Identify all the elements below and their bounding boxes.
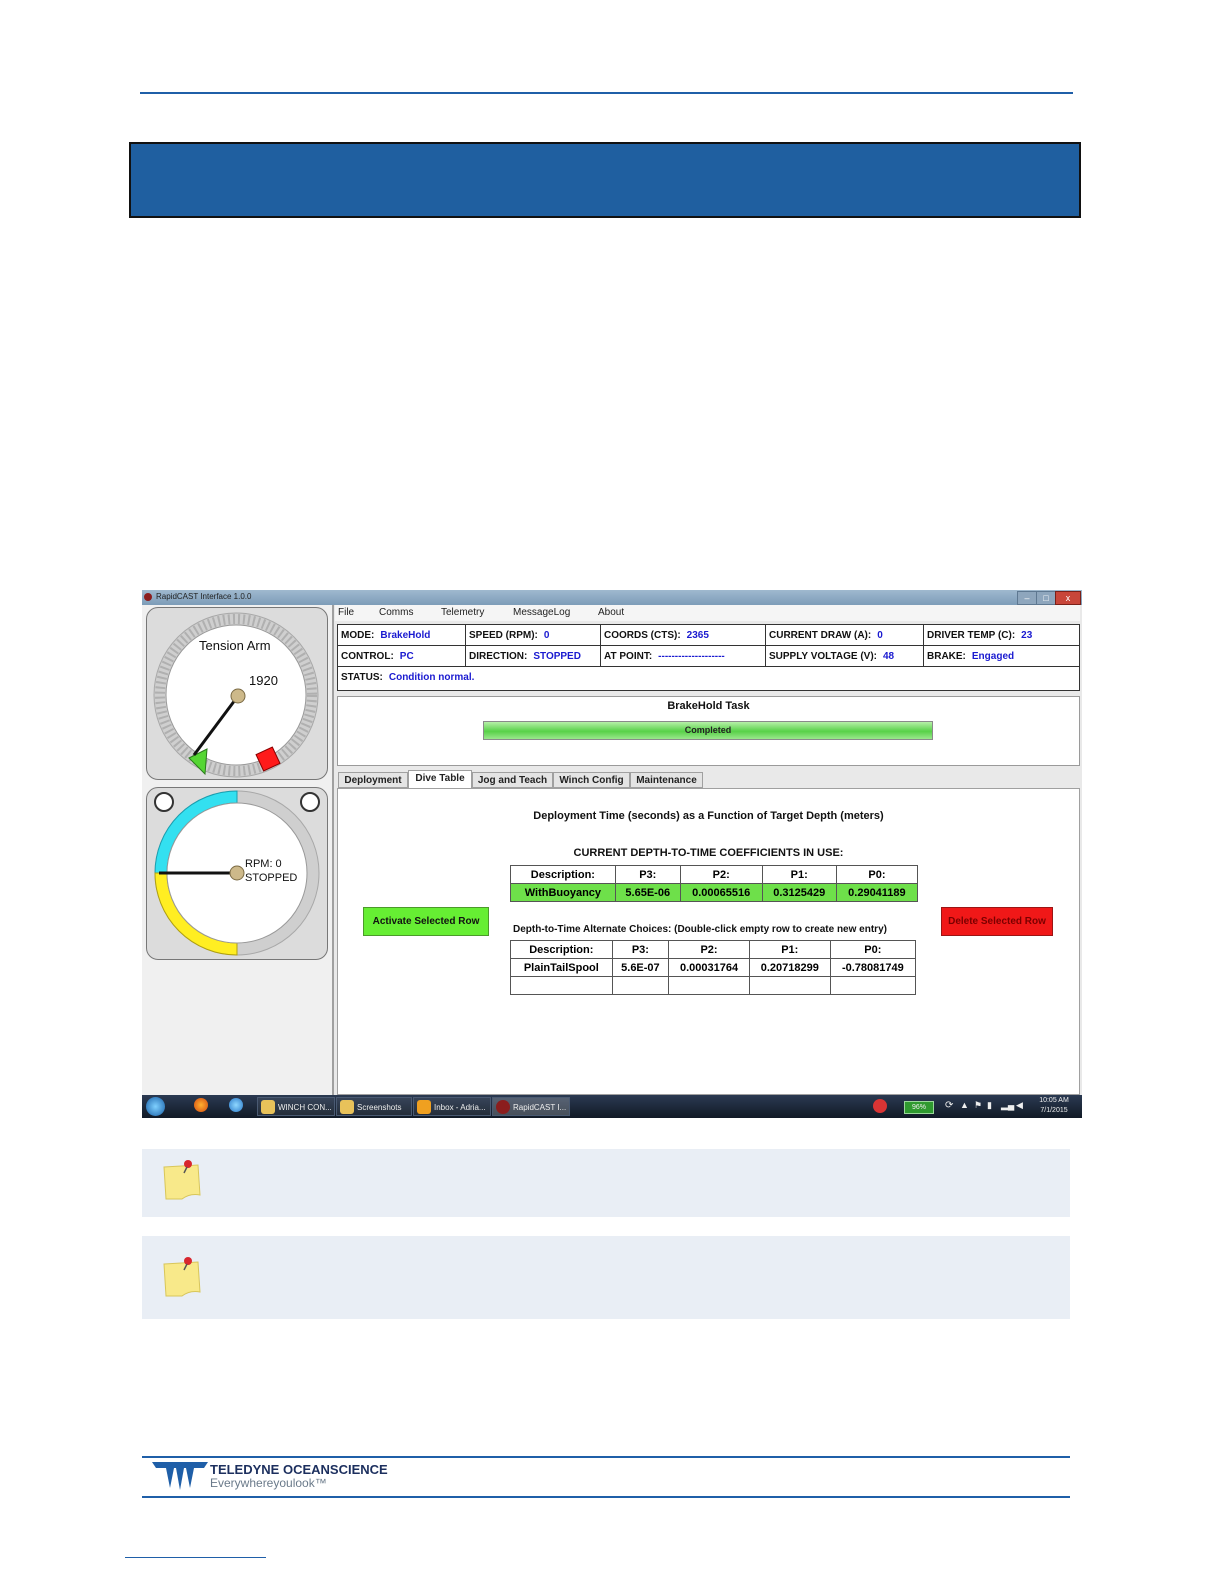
- taskbar-item-label: Screenshots: [357, 1103, 402, 1112]
- table-cell: 5.65E-06: [615, 884, 680, 902]
- current-coefficients-heading: CURRENT DEPTH-TO-TIME COEFFICIENTS IN USE:: [573, 847, 844, 859]
- tension-gauge-title: Tension Arm: [199, 638, 271, 653]
- rapidcast-icon: [496, 1100, 510, 1114]
- table-cell: 0.20718299: [749, 959, 830, 977]
- col-description: Description:: [511, 866, 616, 884]
- at-point-value: --------------------: [658, 651, 725, 662]
- mount-hole-right: [301, 793, 319, 811]
- tension-arm-gauge: [146, 607, 328, 780]
- task-panel: [337, 696, 1080, 766]
- table-cell: [612, 977, 668, 995]
- taskbar-item-rapidcast[interactable]: [492, 1097, 570, 1116]
- alt-table-header: [511, 941, 916, 959]
- col-p1: P1:: [749, 941, 830, 959]
- show-hidden-icons-icon[interactable]: ▲: [960, 1100, 969, 1110]
- tab-maintenance[interactable]: Maintenance: [630, 772, 703, 788]
- coords-cell: [601, 625, 766, 646]
- sticky-note-icon: [160, 1159, 202, 1201]
- current-coefficients-table: [510, 865, 918, 902]
- status-label: STATUS:: [341, 672, 383, 683]
- menu-file[interactable]: File: [338, 607, 355, 618]
- start-button[interactable]: [146, 1097, 165, 1116]
- col-p0: P0:: [836, 866, 917, 884]
- minimize-button[interactable]: –: [1017, 591, 1037, 605]
- current-cell: [766, 625, 924, 646]
- taskbar-item-inbox[interactable]: [413, 1097, 491, 1116]
- mount-hole-left: [155, 793, 173, 811]
- taskbar-item-label: Inbox - Adria...: [434, 1103, 486, 1112]
- battery-indicator[interactable]: 96%: [904, 1101, 934, 1114]
- sync-icon[interactable]: ⟳: [945, 1100, 954, 1111]
- sticky-note-icon: [160, 1256, 202, 1298]
- activate-selected-row-button[interactable]: Activate Selected Row: [363, 907, 489, 936]
- control-label: CONTROL:: [341, 651, 394, 662]
- footer-rule-top: [142, 1456, 1070, 1458]
- tab-strip: [337, 771, 1080, 789]
- gauge-pane: [142, 605, 334, 1095]
- rpm-needle-hub: [230, 866, 244, 880]
- control-value: PC: [399, 651, 414, 662]
- mode-cell: [338, 625, 466, 646]
- table-cell: [669, 977, 750, 995]
- window-title: RapidCAST Interface 1.0.0: [156, 592, 252, 601]
- footnote-rule: [125, 1557, 266, 1558]
- tab-winch-config[interactable]: Winch Config: [553, 772, 630, 788]
- app-tray-icon[interactable]: [873, 1099, 887, 1113]
- temp-cell: [924, 625, 1079, 646]
- at-point-label: AT POINT:: [604, 651, 653, 662]
- alternate-choices-caption: Depth-to-Time Alternate Choices: (Double-click empty row to create new entry): [513, 924, 887, 935]
- network-icon[interactable]: ▂▄: [1001, 1100, 1015, 1110]
- taskbar-item-label: RapidCAST I...: [513, 1103, 567, 1112]
- app-window: [142, 590, 1082, 1118]
- table-cell: 0.00065516: [680, 884, 762, 902]
- col-p3: P3:: [612, 941, 668, 959]
- clock-date[interactable]: 7/1/2015: [1040, 1107, 1068, 1114]
- rpm-state: STOPPED: [245, 872, 298, 884]
- tab-jog-and-teach[interactable]: Jog and Teach: [472, 772, 553, 788]
- brake-cell: [924, 646, 1079, 667]
- table-cell: 0.00031764: [669, 959, 750, 977]
- close-button[interactable]: x: [1055, 591, 1081, 605]
- internet-explorer-icon[interactable]: [229, 1098, 243, 1112]
- flag-icon[interactable]: ⚑: [974, 1100, 983, 1110]
- taskbar-item-label: WINCH CON...: [278, 1103, 332, 1112]
- col-p0: P0:: [830, 941, 915, 959]
- voltage-label: SUPPLY VOLTAGE (V):: [769, 651, 877, 662]
- delete-selected-row-button[interactable]: Delete Selected Row: [941, 907, 1053, 936]
- header-rule: [140, 92, 1073, 94]
- table-cell: WithBuoyancy: [511, 884, 616, 902]
- coords-label: COORDS (CTS):: [604, 630, 681, 641]
- power-icon[interactable]: ▮: [987, 1100, 992, 1110]
- direction-label: DIRECTION:: [469, 651, 528, 662]
- current-coefficients-row[interactable]: [511, 884, 918, 902]
- voltage-cell: [766, 646, 924, 667]
- temp-label: DRIVER TEMP (C):: [927, 630, 1016, 641]
- tab-deployment[interactable]: Deployment: [338, 772, 408, 788]
- table-cell: [830, 977, 915, 995]
- col-p2: P2:: [669, 941, 750, 959]
- firefox-icon[interactable]: [194, 1098, 208, 1112]
- table-cell: 5.6E-07: [612, 959, 668, 977]
- dive-table-heading: Deployment Time (seconds) as a Function of Target Depth (meters): [533, 810, 884, 822]
- table-cell: -0.78081749: [830, 959, 915, 977]
- footer-tagline: Everywhereyoulook™: [210, 1476, 327, 1490]
- empty-table-row[interactable]: [511, 977, 916, 995]
- task-progress-bar: [483, 721, 933, 740]
- title-bar: [142, 590, 1082, 605]
- menu-about[interactable]: About: [598, 607, 625, 618]
- direction-value: STOPPED: [533, 651, 581, 662]
- footer-brand: TELEDYNE OCEANSCIENCE: [210, 1462, 388, 1477]
- mode-label: MODE:: [341, 630, 375, 641]
- current-table-header: [511, 866, 918, 884]
- table-cell: [511, 977, 613, 995]
- col-p3: P3:: [615, 866, 680, 884]
- status-grid: [337, 624, 1080, 691]
- folder-icon: [340, 1100, 354, 1114]
- clock-time[interactable]: 10:05 AM: [1039, 1097, 1069, 1104]
- volume-icon[interactable]: ◀: [1016, 1100, 1023, 1110]
- menu-comms[interactable]: Comms: [379, 607, 414, 618]
- direction-cell: [466, 646, 601, 667]
- needle-hub: [231, 689, 245, 703]
- tab-dive-table[interactable]: Dive Table: [408, 770, 472, 789]
- teledyne-logo-icon: [152, 1460, 208, 1490]
- task-progress-text: Completed: [684, 725, 732, 735]
- current-value: 0: [877, 630, 883, 641]
- dive-table-panel: [337, 788, 1080, 1095]
- status-cell: [338, 667, 1079, 688]
- alternate-choices-table: [510, 940, 916, 995]
- speed-cell: [466, 625, 601, 646]
- col-p2: P2:: [680, 866, 762, 884]
- coords-value: 2365: [686, 630, 709, 641]
- speed-value: 0: [543, 630, 550, 641]
- maximize-button[interactable]: □: [1036, 591, 1056, 605]
- os-taskbar: [142, 1095, 1082, 1118]
- table-cell: PlainTailSpool: [511, 959, 613, 977]
- table-cell: 0.29041189: [836, 884, 917, 902]
- brake-label: BRAKE:: [927, 651, 966, 662]
- current-label: CURRENT DRAW (A):: [769, 630, 872, 641]
- folder-icon: [261, 1100, 275, 1114]
- menu-telemetry[interactable]: Telemetry: [441, 607, 485, 618]
- col-p1: P1:: [762, 866, 836, 884]
- temp-value: 23: [1021, 630, 1033, 641]
- note-box: [142, 1149, 1070, 1217]
- table-cell: 0.3125429: [762, 884, 836, 902]
- section-banner: [129, 142, 1081, 218]
- app-icon: [144, 593, 152, 601]
- control-cell: [338, 646, 466, 667]
- rpm-dial: [147, 788, 327, 959]
- outlook-icon: [417, 1100, 431, 1114]
- menu-messagelog[interactable]: MessageLog: [513, 607, 571, 618]
- col-description: Description:: [511, 941, 613, 959]
- speed-label: SPEED (RPM):: [469, 630, 538, 641]
- note-box: [142, 1236, 1070, 1319]
- task-title: BrakeHold Task: [667, 700, 750, 712]
- taskbar-item-screenshots[interactable]: [336, 1097, 412, 1116]
- taskbar-item-winch[interactable]: [257, 1097, 335, 1116]
- table-row[interactable]: [511, 959, 916, 977]
- menu-bar: [335, 605, 1080, 621]
- at-point-cell: [601, 646, 766, 667]
- brake-value: Engaged: [971, 651, 1015, 662]
- table-cell: [749, 977, 830, 995]
- voltage-value: 48: [882, 651, 895, 662]
- mode-value: BrakeHold: [380, 630, 431, 641]
- rpm-readout: RPM: 0: [245, 858, 282, 870]
- status-value: Condition normal.: [388, 672, 475, 683]
- rpm-gauge: [146, 787, 328, 960]
- tension-dial: [147, 608, 327, 779]
- footer-rule-bottom: [142, 1496, 1070, 1498]
- tension-gauge-value: 1920: [249, 673, 278, 688]
